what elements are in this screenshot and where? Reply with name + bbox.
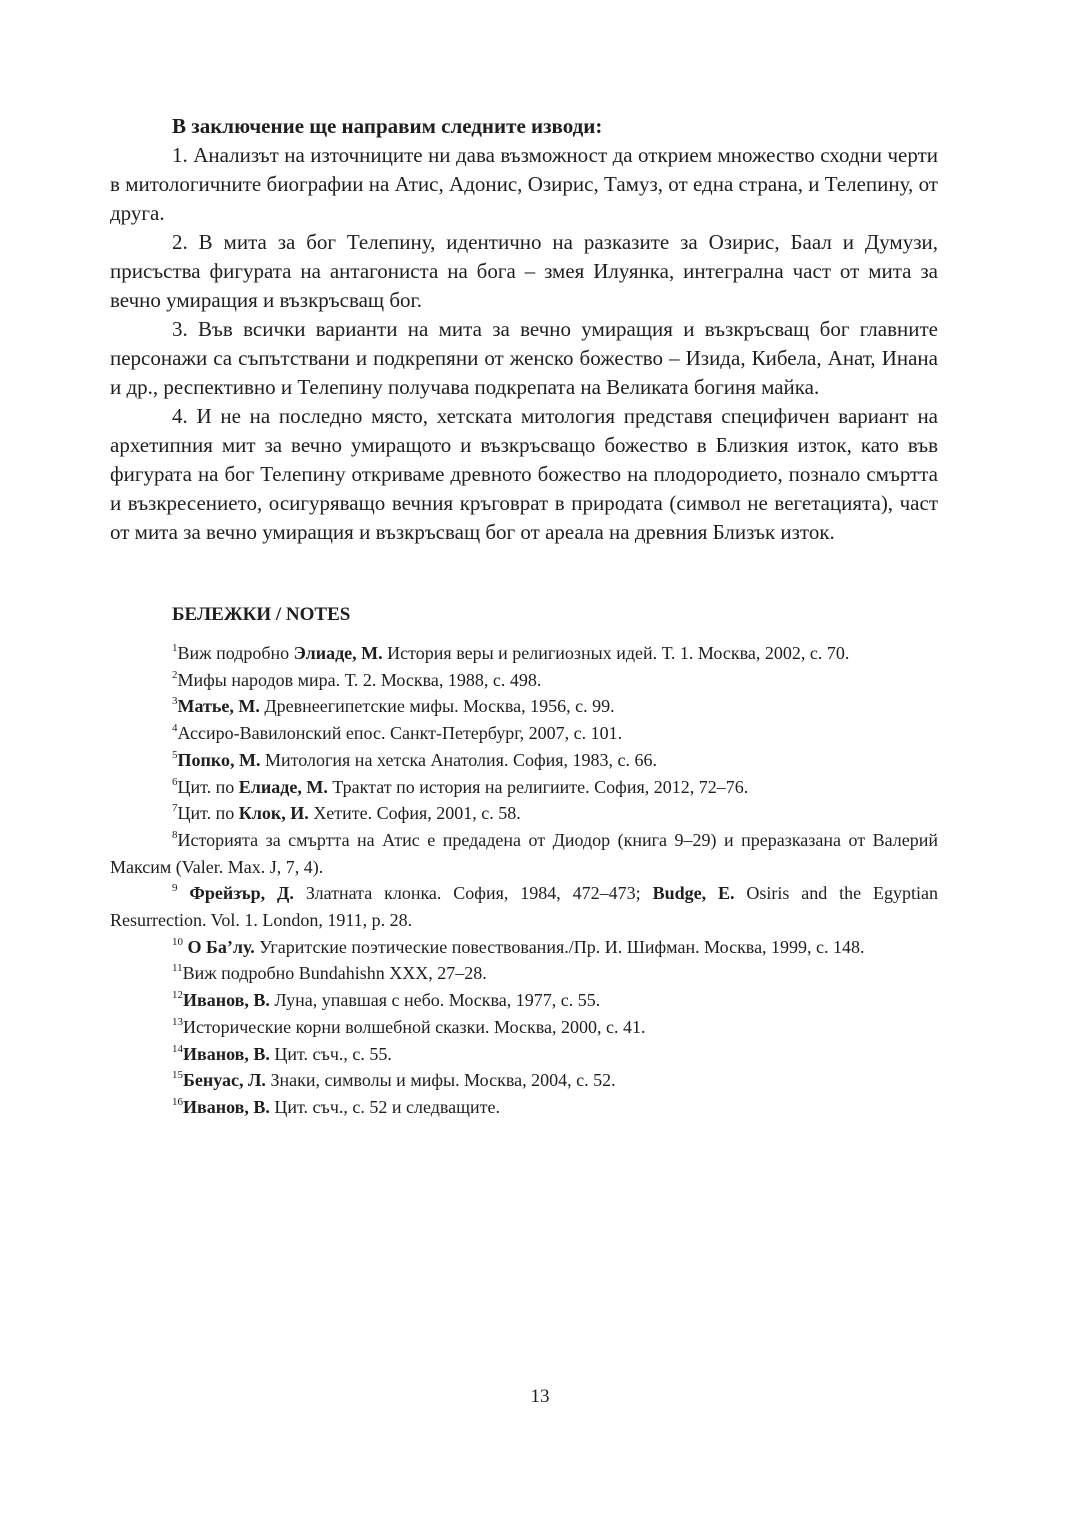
page-body (110, 112, 938, 1121)
note-number: 7 (172, 802, 178, 815)
note-author: Бенуас, Л. (183, 1070, 266, 1091)
note-13 (110, 1014, 938, 1041)
note-text: Трактат по история на религиите. София, 2012, 72–76. (327, 776, 749, 797)
note-number: 1 (172, 642, 178, 654)
note-author: О Ба’лу. (187, 936, 255, 957)
conclusion-item-3: 3. Във всички варианти на мита за вечно умиращия и възкръсващ бог главните персонажи са съпътствани и подкрепяни от женско божество – Изида, Кибела, Анат, Инана и др., респективно и Телепину получава подкрепата на Великата богиня майка. (110, 317, 938, 399)
note-number: 5 (172, 748, 178, 761)
note-prefix: Цит. по (177, 803, 239, 824)
note-text: Хетите. София, 2001, с. 58. (308, 803, 521, 824)
note-number: 12 (172, 989, 183, 1002)
note-number: 8 (172, 828, 178, 841)
note-text: Древнеегипетские мифы. Москва, 1956, с. 99. (259, 696, 615, 717)
note-1 (110, 640, 938, 667)
note-text: Виж подробно Bundahishn XXX, 27–28. (182, 963, 487, 984)
note-text: Ассиро-Вавилонский епос. Санкт-Петербург, 2007, с. 101. (177, 723, 623, 744)
note-author-2: Budge, E. (652, 883, 735, 904)
note-number: 6 (172, 775, 178, 788)
note-number: 13 (172, 1015, 183, 1028)
note-number: 4 (172, 722, 178, 735)
note-16 (110, 1094, 938, 1121)
note-author: Иванов, В. (183, 990, 270, 1011)
note-author: Элиаде, М. (293, 643, 383, 663)
note-15 (110, 1067, 938, 1094)
note-number: 3 (172, 695, 178, 708)
note-text: Митология на хетска Анатолия. София, 1983, с. 66. (260, 749, 658, 770)
note-number: 10 (172, 935, 183, 948)
note-12 (110, 987, 938, 1014)
note-author: Матье, М. (177, 696, 260, 717)
note-author: Иванов, В. (183, 1096, 270, 1117)
note-text: Исторические корни волшебной сказки. Москва, 2000, с. 41. (183, 1016, 646, 1037)
note-number: 11 (172, 962, 183, 975)
conclusion-item-1: 1. Анализът на източниците ни дава възможност да открием множество сходни черти в митологичните биографии на Атис, Адонис, Озирис, Тамуз, от една страна, и Телепину, от друга. (110, 143, 938, 225)
note-text: Златната клонка. София, 1984, 472–473; (293, 883, 653, 904)
note-number: 15 (172, 1069, 183, 1082)
note-2 (110, 667, 938, 694)
note-3 (110, 693, 938, 720)
note-text-2: Osiris and the Egyptian Resurrection. Vol. 1. London, 1911, p. 28. (110, 883, 939, 931)
note-number: 2 (172, 668, 178, 681)
note-number: 14 (172, 1042, 183, 1055)
note-author: Клок, И. (238, 803, 309, 824)
note-text: Луна, упавшая с небо. Москва, 1977, с. 55. (269, 990, 601, 1011)
note-text: Мифы народов мира. Т. 2. Москва, 1988, с. 498. (177, 669, 542, 690)
note-10 (110, 934, 938, 961)
note-9 (110, 880, 938, 933)
note-14 (110, 1041, 938, 1068)
conclusion-item-4: 4. И не на последно място, хетската митология представя специфичен вариант на архетипния мит за вечно умиращото и възкръсващо божество в Близкия изток, като във фигурата на бог Телепину откриваме древното божество на плодородието, познало смъртта и възкресението, осигуряващо вечния кръговрат в природата (символ не вегетацията), част от мита за вечно умиращия и възкръсващ бог от ареала на древния Близък изток. (110, 404, 938, 544)
note-author: Елиаде, М. (238, 776, 328, 797)
note-text: Цит. съч., с. 52 и следващите. (269, 1096, 500, 1117)
note-8 (110, 827, 938, 880)
notes-list (110, 640, 938, 1121)
note-number: 9 (172, 882, 178, 895)
note-author: Попко, М. (177, 749, 261, 770)
conclusion-item-2: 2. В мита за бог Телепину, идентично на разказите за Озирис, Баал и Думузи, присъства фигурата на антагониста на бога – змея Илуянка, интегрална част от мита за вечно умиращия и възкръсващ бог. (110, 230, 938, 312)
notes-heading: БЕЛЕЖКИ / NOTES (172, 604, 351, 625)
note-text: Угаритские поэтические повествования./Пр. И. Шифман. Москва, 1999, с. 148. (254, 936, 865, 957)
note-7 (110, 800, 938, 827)
note-author: Иванов, В. (183, 1043, 270, 1064)
note-5 (110, 747, 938, 774)
note-author: Фрейзър, Д. (189, 883, 294, 904)
note-11 (110, 960, 938, 987)
note-prefix: Цит. по (177, 776, 239, 797)
note-text: Цит. съч., с. 55. (269, 1043, 392, 1064)
page-number: 13 (530, 1386, 550, 1407)
note-prefix: Виж подробно (177, 643, 294, 663)
note-4 (110, 720, 938, 747)
note-text: История веры и религиозных идей. Т. 1. Москва, 2002, с. 70. (382, 643, 850, 663)
note-6 (110, 774, 938, 801)
conclusion-heading: В заключение ще направим следните изводи: (172, 114, 603, 138)
note-number: 16 (172, 1095, 183, 1108)
note-text: Историята за смъртта на Атис е предадена от Диодор (книга 9–29) и преразказана от Валерий Максим (Valer. Max. J, 7, 4). (110, 829, 938, 877)
note-text: Знаки, символы и мифы. Москва, 2004, с. 52. (265, 1070, 616, 1091)
note-prefix (178, 883, 190, 903)
